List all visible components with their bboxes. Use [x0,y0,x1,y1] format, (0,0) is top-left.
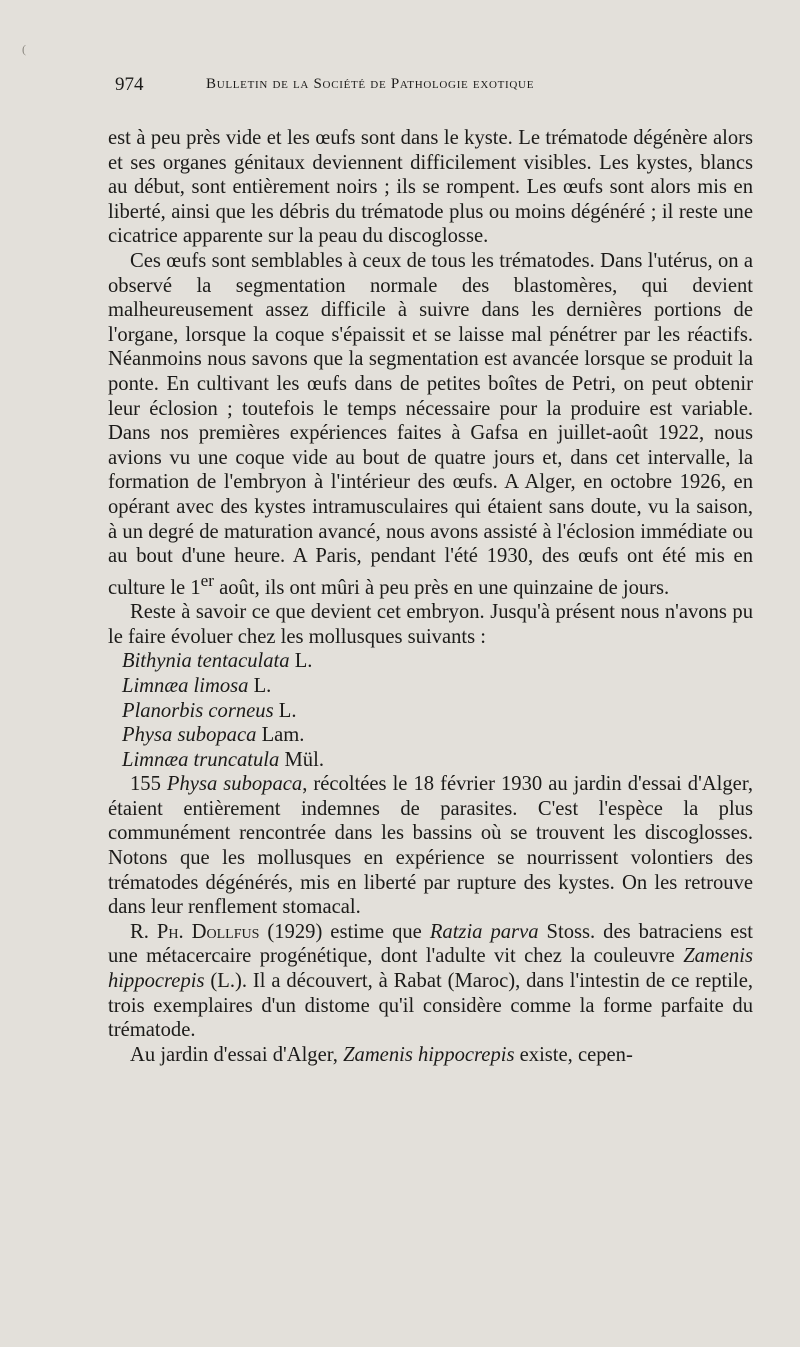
paragraph-1: est à peu près vide et les œufs sont dans le kyste. Le trématode dégénère alors et ses organes génitaux deviennent difficilement visibles. Les kystes, blancs au début, sont entièrement noirs ; ils se rompent. Les œufs sont alors mis en liberté, ainsi que les débris du trématode plus ou moins dégénéré ; il reste une cicatrice apparente sur la peau du discoglosse. [108,127,753,248]
paragraph-5 [108,920,753,1043]
running-title: Bulletin de la Société de Pathologie exotique [206,76,535,92]
paragraph-4-species: Physa subopaca [166,773,303,796]
paragraph-4 [108,772,753,920]
species-author: L. [273,699,297,722]
paragraph-6-snake: Zamenis hippocrepis [343,1043,515,1066]
species-item [122,723,753,748]
paragraph-5-text-c: (L.). Il a découvert, à Rabat (Maroc), dans l'intestin de ce reptile, trois exemplaires d'un distome qu'il considère comme la forme parfaite du trématode. [108,970,753,1042]
species-name: Limnæa truncatula [122,748,280,771]
paragraph-5-text-b: Stoss. des batraciens est une métacercaire progénétique, dont l'adulte vit chez la couleuvre [108,920,753,968]
paragraph-4-count: 155 [130,773,167,796]
paragraph-2-text: Ces œufs sont semblables à ceux de tous les trématodes. Dans l'utérus, on a observé la segmentation normale des blastomères, qui devient malheureusement assez difficile à suivre dans les dernières portions de l'organe, lorsque la coque s'épaissit et se laisse mal pénétrer par les réactifs. Néanmoins nous savons que la segmentation est avancée lorsque se produit la ponte. En cultivant les œufs dans de petites boîtes de Petri, on peut obtenir leur éclosion ; toutefois le temps nécessaire pour la produire est variable. Dans nos premières expériences faites à Gafsa en juillet-août 1922, nous avions vu une coque vide au bout de quatre jours et, dans cet intervalle, la formation de l'embryon à l'intérieur des œufs. A Alger, en octobre 1926, en opérant avec des kystes intramusculaires qui étaient sans doute, vu la saison, à un degré de maturation avancé, nous avons assisté à l'éclosion immédiate ou au bout d'une heure. A Paris, pendant l'été 1930, des œufs ont été mis en culture le 1 [108,249,753,599]
species-name: Limnæa limosa [122,674,249,697]
margin-mark: ( [22,42,26,56]
species-item [122,674,753,699]
species-author: L. [248,674,272,697]
species-name: Bithynia tentaculata [122,650,290,673]
paragraph-5-author: R. Ph. Dollfus [130,920,260,943]
paragraph-6 [108,1043,753,1068]
species-item [122,748,753,773]
body-text [108,126,753,1067]
paragraph-2-superscript: er [200,570,214,590]
paragraph-5-genus: Ratzia parva [429,920,539,943]
paragraph-6-text-b: existe, cepen- [514,1043,633,1066]
species-list [108,649,753,772]
paragraph-6-text-a: Au jardin d'essai d'Alger, [130,1043,344,1066]
paragraph-3: Reste à savoir ce que devient cet embryon. Jusqu'à présent nous n'avons pu le faire évoluer chez les mollusques suivants : [108,601,753,648]
page-header [110,74,760,100]
species-item [122,649,753,674]
page-number: 974 [115,74,144,95]
species-author: Lam. [256,724,305,747]
paragraph-2 [108,249,753,600]
species-name: Physa subopaca [122,724,257,747]
paragraph-2-end: août, ils ont mûri à peu près en une quinzaine de jours. [213,576,670,599]
paragraph-4-rest: , récoltées le 18 février 1930 au jardin d'essai d'Alger, étaient entièrement indemnes de parasites. C'est l'espèce la plus communément rencontrée dans les bassins où se trouvent les discoglosses. Notons que les mollusques en expérience se nourrissent volontiers des trématodes dégénérés, mis en liberté par rupture des kystes. On les retrouve dans leur renflement stomacal. [108,773,753,919]
paragraph-5-snake: Zamenis hippocrepis [108,945,753,993]
species-item [122,699,753,724]
species-author: Mül. [279,748,324,771]
paragraph-5-text-a: (1929) estime que [259,920,430,943]
species-author: L. [289,650,313,673]
species-name: Planorbis corneus [122,699,274,722]
